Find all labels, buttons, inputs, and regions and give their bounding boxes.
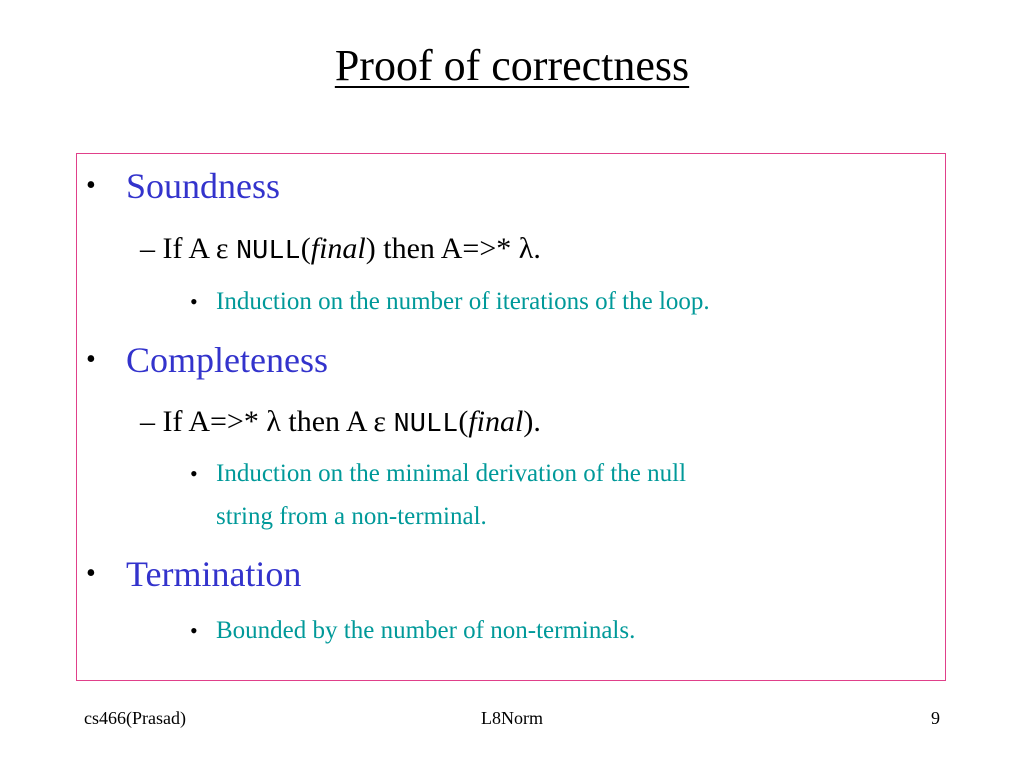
text-part: .	[533, 232, 541, 265]
footer-left: cs466(Prasad)	[84, 708, 186, 728]
detail-text-line1: Induction on the minimal derivation of the null	[216, 460, 687, 487]
null-code: NULL	[393, 410, 459, 440]
bullet-heading-completeness: Completeness	[126, 340, 328, 380]
bullet-dot: •	[190, 289, 198, 314]
null-code: NULL	[235, 237, 301, 267]
bullet-heading-termination: Termination	[126, 554, 302, 594]
epsilon-symbol: ε	[373, 405, 386, 438]
bullet-heading-soundness: Soundness	[126, 166, 281, 206]
detail-text-line2: string from a non-terminal.	[216, 503, 487, 530]
text-part: then A	[280, 405, 374, 438]
slide-title-text: Proof of correctness	[334, 41, 690, 90]
text-part: (	[458, 405, 469, 438]
dash: –	[140, 232, 155, 265]
text-part	[228, 232, 236, 265]
subpoint-soundness	[140, 230, 541, 271]
detail-text: Induction on the number of iterations of the loop.	[216, 288, 710, 315]
lambda-symbol: λ	[266, 405, 281, 438]
text-part: (	[300, 232, 311, 265]
dash: –	[140, 405, 155, 438]
text-part	[386, 405, 394, 438]
detail-text: Bounded by the number of non-terminals.	[216, 617, 636, 644]
bullet-dot: •	[86, 170, 96, 201]
final-italic: final	[310, 232, 366, 265]
bullet-dot: •	[190, 618, 198, 643]
footer-page-number: 9	[931, 708, 940, 728]
text-part: ) then A=>*	[365, 232, 519, 265]
bullet-dot: •	[86, 344, 96, 375]
footer-center: L8Norm	[481, 708, 543, 728]
slide-title	[0, 38, 1024, 94]
final-italic: final	[468, 405, 524, 438]
bullet-dot: •	[190, 461, 198, 486]
subpoint-completeness	[140, 403, 541, 444]
text-part: If A=>*	[162, 405, 267, 438]
bullet-dot: •	[86, 558, 96, 589]
epsilon-symbol: ε	[215, 232, 229, 265]
text-part: ).	[523, 405, 541, 438]
lambda-symbol: λ	[518, 232, 534, 265]
text-part: If A	[162, 232, 216, 265]
